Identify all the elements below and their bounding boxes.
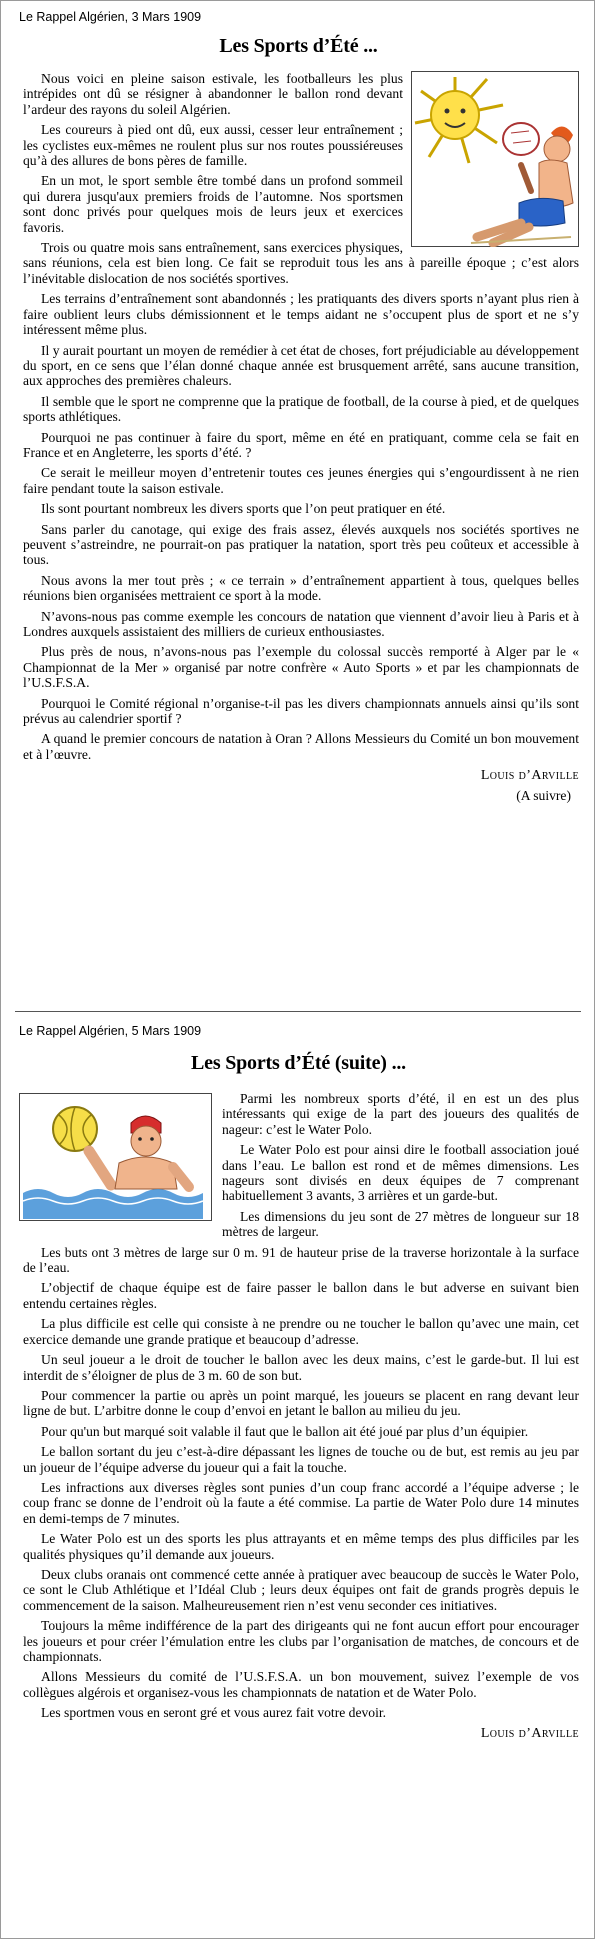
article2-paragraph: L’objectif de chaque équipe est de faire passer le ballon dans le but adverse en suivant bien entendu certaines règles.	[23, 1280, 579, 1311]
article1-title: Les Sports d’Été ...	[219, 35, 378, 57]
article2-paragraph: Pour qu'un but marqué soit valable il faut que le ballon ait été joué par plus d’un équipier.	[41, 1423, 529, 1439]
sunbathing-swimmer-illustration	[411, 71, 579, 247]
article2-paragraph: Le Water Polo est pour ainsi dire le football association joué dans l’eau. Le ballon est rond et de mêmes dimensions. Les nageurs sont divisés en deux équipes de 7 comprenant habituellement 3 avants, 3 arrières et un garde-but.	[222, 1142, 579, 1204]
article1-paragraph: Pourquoi ne pas continuer à faire du sport, même en été en pratiquant, comme cela se fait en France et en Angleterre, les sports d’été. ?	[23, 429, 579, 460]
article1-paragraph: A quand le premier concours de natation à Oran ? Allons Messieurs du Comité un bon mouvement et à l’œuvre.	[23, 731, 579, 762]
article1-paragraph: Nous avons la mer tout près ; « ce terrain » d’entraînement appartient à tous, quelques belles réunions bien organisées mettraient ce sport à la mode.	[23, 572, 579, 604]
article1-paragraph: N’avons-nous pas comme exemple les concours de natation que viennent d’avoir lieu à Paris et à Londres auxquels assistaient des milliers de curieux enthousiastes.	[23, 608, 579, 639]
article2-paragraph: Un seul joueur a le droit de toucher le ballon avec les deux mains, c’est le garde-but. Il lui est interdit de s’éloigner de plus de 3 m. 60 de son but.	[23, 1352, 579, 1383]
article2-paragraph: Deux clubs oranais ont commencé cette année à pratiquer avec beaucoup de succès le Water Polo, ce sont le Club Athlétique et l’Idéal Club ; leurs deux équipes ont fait de grands progrès depuis le commencement de la saison. Malheureusement rien n’est venu seconder ces initiatives.	[23, 1566, 579, 1613]
article1-paragraph: Sans parler du canotage, qui exige des frais assez, élevés auxquels nos sociétés sportives ne peuvent s’astreindre, ne pourrait-on pas pratiquer la natation, sport très peu coûteux et accessible à tous.	[23, 521, 579, 568]
article2-signature: Louis d’Arville	[480, 1725, 579, 1741]
article2-paragraph: Pour commencer la partie ou après un point marqué, les joueurs se placent en rang devant leur ligne de but. L’arbitre donne le coup d’envoi en jetant le ballon au milieu du jeu.	[23, 1387, 579, 1419]
article2-title: Les Sports d’Été (suite) ...	[191, 1052, 406, 1074]
article1-paragraph: Il y aurait pourtant un moyen de remédier à cet état de choses, fort préjudiciable au développement du sport, en ce sens que l’élan donné chaque année est brusquement arrêté, sans aucune transition, aux approches des premières chaleurs.	[23, 342, 579, 389]
article1-paragraph: Les coureurs à pied ont dû, eux aussi, cesser leur entraînement ; les cyclistes eux-mêmes ne roulent plus sur nos routes poussiéreuses qu’à des allures de bons pères de famille.	[23, 122, 403, 169]
article1-paragraph: Ce serait le meilleur moyen d’entretenir toutes ces jeunes énergies qui s’engourdissent à ne rien faire pendant toute la saison estivale.	[23, 465, 579, 496]
article2-paragraph: Les buts ont 3 mètres de large sur 0 m. 91 de hauteur prise de la traverse horizontale à la surface de l’eau.	[23, 1244, 579, 1276]
water-polo-player-illustration	[19, 1093, 212, 1221]
article1-body	[23, 71, 579, 803]
article2-source: Le Rappel Algérien, 5 Mars 1909	[19, 1024, 202, 1038]
article1-paragraph: Pourquoi le Comité régional n’organise-t-il pas les divers championnats annuels ainsi qu’ils sont prévus au calendrier sportif ?	[23, 695, 579, 727]
article1-paragraph: Ils sont pourtant nombreux les divers sports que l’on peut pratiquer en été.	[41, 501, 446, 517]
article2-paragraph: Toujours la même indifférence de la part des dirigeants qui ne font aucun effort pour encourager les joueurs et pour créer l’émulation entre les clubs par l’organisation de matches, de concours et de championnats.	[23, 1618, 579, 1664]
article2-paragraph: Le ballon sortant du jeu c’est-à-dire dépassant les lignes de touche ou de but, est remis au jeu par un joueur de l’équipe adverse du joueur qui a fait la touche.	[23, 1444, 579, 1475]
article2-body	[23, 1091, 579, 1741]
article2-paragraph: Les sportmen vous en seront gré et vous aurez fait votre devoir.	[41, 1705, 387, 1721]
article1-paragraph: Les terrains d’entraînement sont abandonnés ; les pratiquants des divers sports n’ayant plus rien à faire oublient leurs clubs démissionnent et le temps aidant ne s’occupent plus de sport et ne s’y intéressent même plus.	[23, 291, 579, 338]
article1-paragraph: Plus près de nous, n’avons-nous pas l’exemple du colossal succès remporté à Alger par le « Championnat de la Mer » organisé par notre confrère « Auto Sports » et par les championnats de l’U.S.F.S.A.	[23, 644, 579, 691]
article1-paragraph: Trois ou quatre mois sans entraînement, sans exercices physiques, sans réunions, cela est bien long. Ce fait se reproduit tous les ans à pareille époque ; c’est alors l’inévitable dislocation de nos sociétés sportives.	[23, 240, 579, 286]
article1-paragraph: Nous voici en pleine saison estivale, les footballeurs les plus intrépides ont dû se résigner à abandonner le ballon rond devant l’ardeur des rayons du soleil Algérien.	[23, 71, 403, 117]
article2-paragraph: Parmi les nombreux sports d’été, il en est un des plus intéressants qui exige de la part des joueurs des qualités de nageur: c’est le Water Polo.	[222, 1091, 579, 1137]
article1-continued: (A suivre)	[516, 787, 571, 803]
article1-paragraph: Il semble que le sport ne comprenne que la pratique de football, de la course à pied, et de quelques sports athlétiques.	[23, 393, 579, 425]
article2-paragraph: Les infractions aux diverses règles sont punies d’un coup franc accordé a l’équipe adverse ; le coup franc se donne de l’endroit où la faute a été commise. La partie de Water Polo dure 14 minutes en demi-temps de 7 minutes.	[23, 1479, 579, 1526]
article2-paragraph: Allons Messieurs du comité de l’U.S.F.S.A. un bon mouvement, suivez l’exemple de vos collègues algérois et organisez-vous les championnats de natation et de Water Polo.	[23, 1669, 579, 1700]
article2-paragraph: La plus difficile est celle qui consiste à ne prendre ou ne toucher le ballon qu’avec une main, cet exercice demande une grande pratique et beaucoup d’adresse.	[23, 1316, 579, 1347]
article-divider	[15, 1011, 581, 1012]
article1-signature: Louis d’Arville	[480, 768, 579, 784]
article1-source: Le Rappel Algérien, 3 Mars 1909	[19, 10, 202, 24]
article2-paragraph: Les dimensions du jeu sont de 27 mètres de longueur sur 18 mètres de largeur.	[222, 1208, 579, 1240]
article2-paragraph: Le Water Polo est un des sports les plus attrayants et en même temps des plus difficiles par les qualités physiques qu’il demande aux joueurs.	[23, 1531, 579, 1562]
article1-paragraph: En un mot, le sport semble être tombé dans un profond sommeil qui durera jusqu'aux premiers froids de l’automne. Nos sportsmen sont donc privés pour quelques mois de leurs jeux et exercices favoris.	[23, 173, 403, 235]
